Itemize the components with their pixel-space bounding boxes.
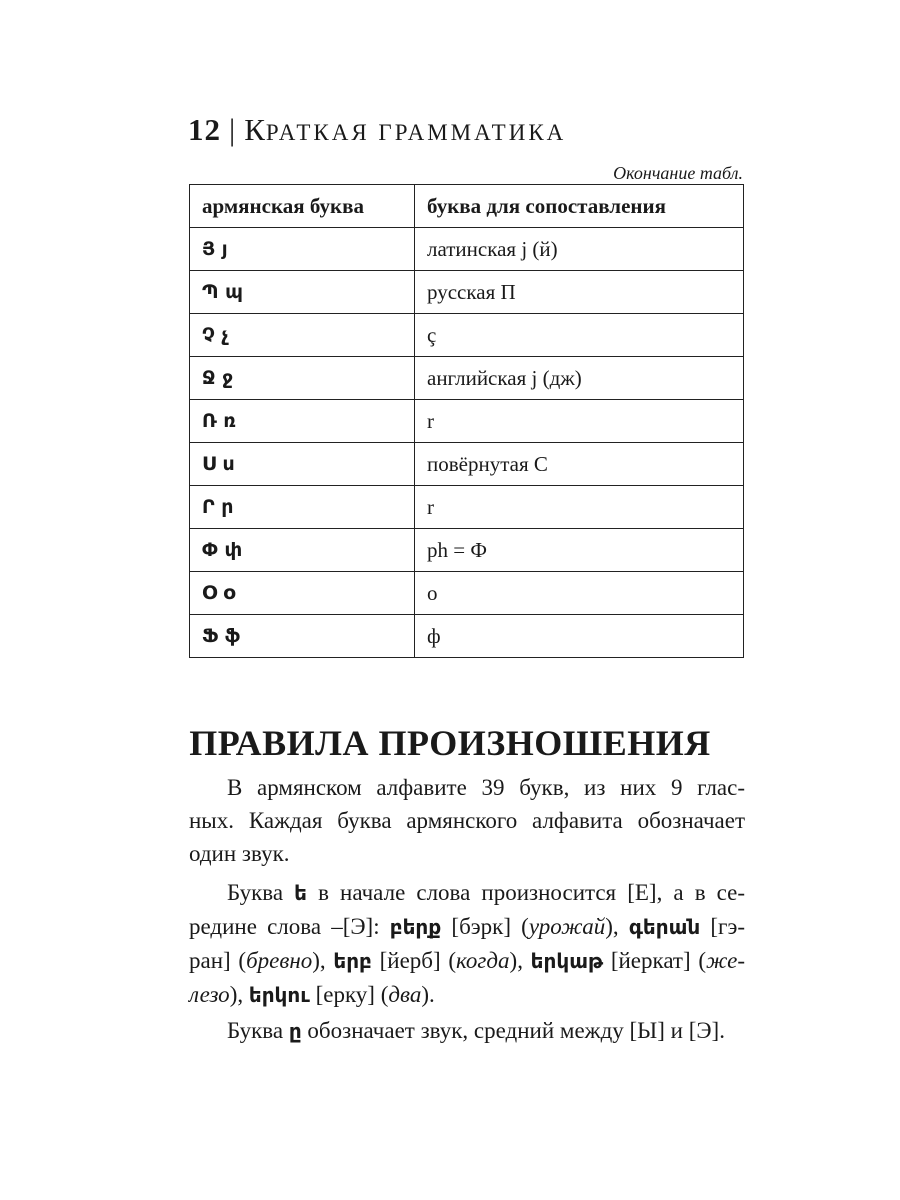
header-comparison-letter: буква для сопоставления — [415, 185, 744, 228]
armenian-letter-cell: Ր ր — [190, 486, 415, 529]
armenian-letter-cell: Ռ ռ — [190, 400, 415, 443]
comparison-cell: ç — [415, 314, 744, 357]
comparison-cell: r — [415, 486, 744, 529]
table-header-row — [190, 185, 744, 228]
paragraph-line: редине слова –[Э]: բերք [бэрк] (урожай), գերան [гэ- — [189, 914, 746, 939]
running-head — [188, 112, 566, 148]
armenian-word: երբ — [333, 949, 372, 973]
paragraph-line: ных. Каждая буква армянского алфавита обозначает — [189, 808, 745, 833]
armenian-letter-cell: Ջ ջ — [190, 357, 415, 400]
armenian-word: երկաթ — [530, 949, 604, 973]
translation: когда — [456, 948, 510, 973]
armenian-word: երկու — [248, 983, 310, 1007]
comparison-cell: русская П — [415, 271, 744, 314]
comparison-cell: повёрнутая С — [415, 443, 744, 486]
comparison-cell: английская j (дж) — [415, 357, 744, 400]
table-row — [190, 572, 744, 615]
comparison-cell: ф — [415, 615, 744, 658]
table-row — [190, 615, 744, 658]
armenian-letter-cell: Փ փ — [190, 529, 415, 572]
translation: два — [388, 982, 422, 1007]
table-continuation-note: Окончание табл. — [613, 163, 743, 183]
section-title: ПРАВИЛА ПРОИЗНОШЕНИЯ — [189, 723, 711, 763]
armenian-word: գերան — [628, 915, 701, 939]
armenian-letter-cell: Պ պ — [190, 271, 415, 314]
table-row — [190, 314, 744, 357]
letters-table — [189, 184, 744, 658]
comparison-cell: r — [415, 400, 744, 443]
table-row — [190, 529, 744, 572]
paragraph-line: В армянском алфавите 39 букв, из них 9 глас- — [227, 775, 745, 800]
paragraph-line: один звук. — [189, 841, 290, 866]
armenian-letter-cell: Յ յ — [190, 228, 415, 271]
paragraph-line: лезо), երկու [ерку] (два). — [189, 982, 435, 1007]
paragraph-letter-y — [189, 1014, 745, 1048]
armenian-word: բերք — [389, 915, 442, 939]
armenian-letter-cell: Ս ս — [190, 443, 415, 486]
translation: бревно — [246, 948, 313, 973]
chapter-title: КРАТКАЯ ГРАММАТИКА — [244, 112, 567, 147]
comparison-cell: латинская j (й) — [415, 228, 744, 271]
armenian-letter-cell: Ֆ ֆ — [190, 615, 415, 658]
paragraph-alphabet — [189, 771, 745, 870]
armenian-letter: ե — [294, 881, 307, 905]
header-armenian-letter: армянская буква — [190, 185, 415, 228]
comparison-cell: o — [415, 572, 744, 615]
table-row — [190, 271, 744, 314]
translation: же- — [706, 948, 745, 973]
comparison-cell: ph = Ф — [415, 529, 744, 572]
translation: урожай — [528, 914, 606, 939]
paragraph-line: Буква ը обозначает звук, средний между [Ы] и [Э]. — [227, 1018, 725, 1043]
paragraph-line: ран] (бревно), երբ [йерб] (когда), երկաթ [йеркат] (же- — [189, 948, 745, 973]
armenian-letter-cell: Օ օ — [190, 572, 415, 615]
armenian-letter: ը — [288, 1019, 302, 1043]
armenian-letter-cell: Չ չ — [190, 314, 415, 357]
table-row — [190, 486, 744, 529]
paragraph-line: Буква ե в начале слова произносится [Е], а в се- — [227, 880, 745, 905]
paragraph-letter-e — [189, 876, 745, 1012]
table-row — [190, 228, 744, 271]
table-row — [190, 357, 744, 400]
table-row — [190, 400, 744, 443]
header-separator: | — [229, 112, 237, 147]
page-number: 12 — [188, 112, 221, 147]
table-row — [190, 443, 744, 486]
translation: лезо — [189, 982, 230, 1007]
